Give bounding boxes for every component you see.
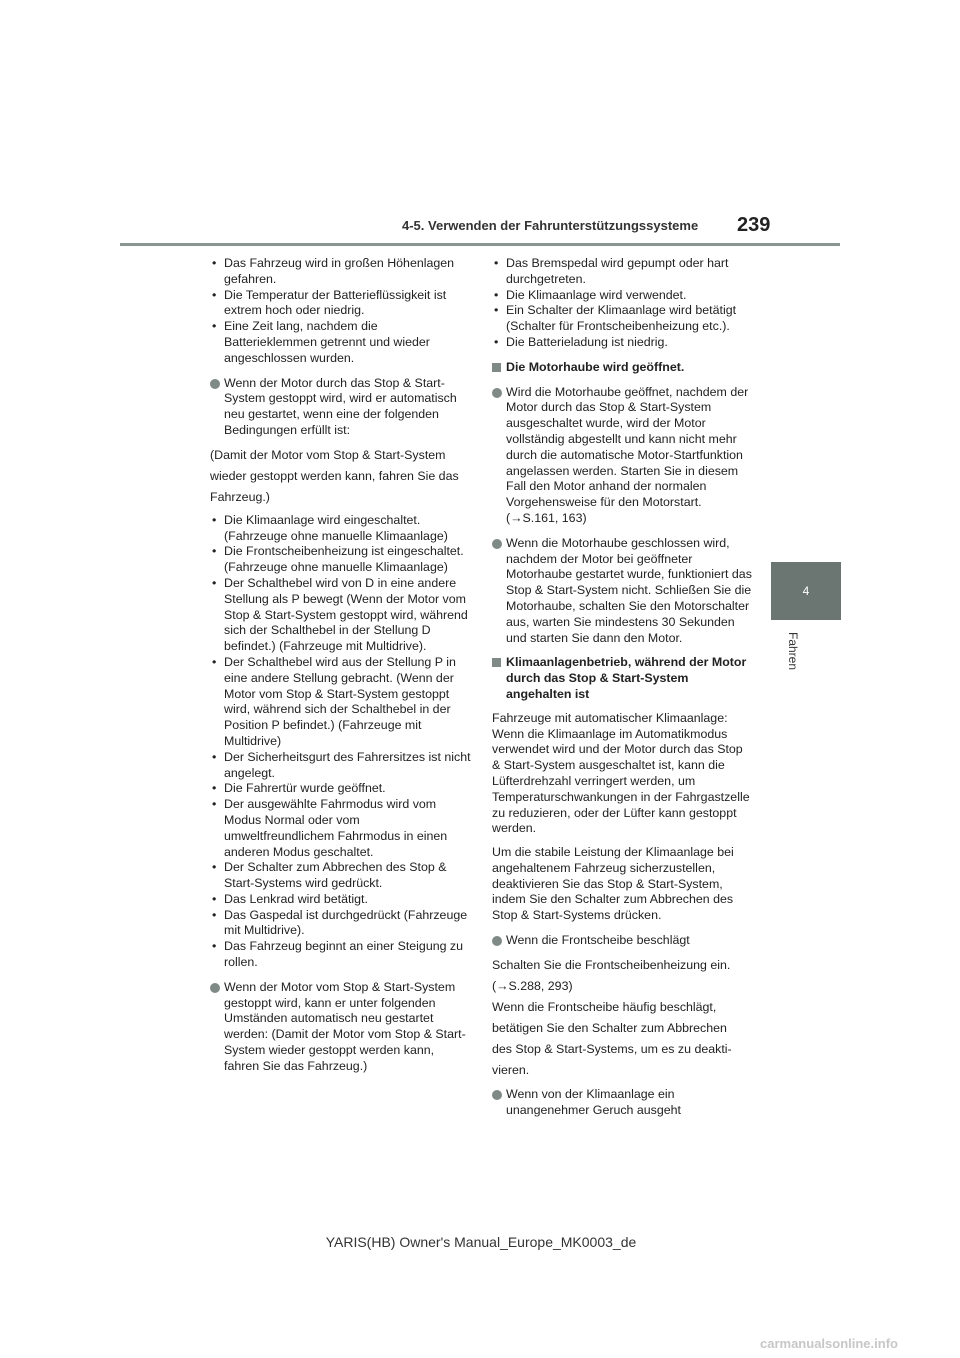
- paragraph-text: Wenn von der Klimaanlage ein unangenehmer Geruch ausgeht: [506, 1086, 681, 1117]
- bullet-list-b: [210, 513, 472, 971]
- list-item: • Die Temperatur der Batterieflüssigkeit ist extrem hoch oder niedrig.: [210, 288, 472, 320]
- circle-bullet-icon: [492, 936, 502, 946]
- heading-text: Klimaanlagenbetrieb, während der Motor durch das Stop & Start-System angehalten ist: [506, 655, 747, 701]
- circle-paragraph: [492, 1087, 754, 1119]
- note-line: wieder gestoppt werden kann, fahren Sie das: [210, 468, 459, 483]
- list-item: • Der Schalthebel wird aus der Stellung P in eine andere Stellung gebracht. (Wenn der Motor vom Stop & Start-System gestoppt wird, während sich der Schalthebel in der Position P befindet.) (Fahrzeuge mit Multidrive): [210, 655, 472, 750]
- square-bullet-icon: [492, 658, 501, 667]
- body-line: vieren.: [492, 1062, 530, 1077]
- list-item: • Das Bremspedal wird gepumpt oder hart durchgetreten.: [492, 256, 754, 288]
- chapter-label: Fahren: [786, 632, 800, 671]
- left-column: [210, 256, 472, 1075]
- section-heading: [492, 360, 754, 376]
- body-line: betätigen Sie den Schalter zum Abbrechen: [492, 1020, 727, 1035]
- body-line: Wenn die Frontscheibe häufig beschlägt,: [492, 999, 717, 1014]
- body-line: (→S.288, 293): [492, 978, 573, 993]
- circle-bullet-icon: [492, 539, 502, 549]
- heading-text: Die Motorhaube wird geöffnet.: [506, 359, 685, 374]
- circle-paragraph: [210, 376, 472, 439]
- list-item: • Die Batterieladung ist niedrig.: [492, 335, 754, 351]
- list-item: • Das Lenkrad wird betätigt.: [210, 892, 472, 908]
- body-line: Schalten Sie die Frontscheibenheizung ein.: [492, 957, 731, 972]
- body-paragraph: Um die stabile Leistung der Klimaanlage bei angehaltenem Fahrzeug sicherzustellen, deaktivieren Sie das Stop & Start-System, indem Sie den Schalter zum Abbrechen des Stop & Start-Systems drücken.: [492, 845, 734, 923]
- list-item: • Die Frontscheibenheizung ist eingeschaltet. (Fahrzeuge ohne manuelle Klimaanlage): [210, 544, 472, 576]
- list-item: • Das Fahrzeug wird in großen Höhenlagen gefahren.: [210, 256, 472, 288]
- list-item: • Die Klimaanlage wird eingeschaltet. (Fahrzeuge ohne manuelle Klimaanlage): [210, 513, 472, 545]
- watermark: carmanualsonline.info: [760, 1336, 898, 1351]
- circle-bullet-icon: [492, 1090, 502, 1100]
- circle-paragraph: [492, 933, 754, 949]
- circle-bullet-icon: [492, 388, 502, 398]
- circle-paragraph: [210, 980, 472, 1075]
- body-paragraph: Fahrzeuge mit automatischer Klimaanlage: Wenn die Klimaanlage im Automatikmodus verwendet wird und der Motor durch das Stop & Start-System ausgeschaltet ist, kann die Lüfterdrehzahl verringert werden, um Temperaturschwankungen in der Fahrgastzelle zu reduzieren, oder der Lüfter kann gestoppt werden.: [492, 710, 750, 836]
- circle-paragraph: [492, 385, 754, 527]
- list-item: • Die Klimaanlage wird verwendet.: [492, 288, 754, 304]
- list-item: • Das Fahrzeug beginnt an einer Steigung zu rollen.: [210, 939, 472, 971]
- paragraph-text: Wird die Motorhaube geöffnet, nachdem der Motor durch das Stop & Start-System ausgeschaltet wurde, wird der Motor vollständig abgestellt und kann nicht mehr durch die automatische Motor-Startfunktion angelassen werden. Starten Sie in diesem Fall den Motor anhand der normalen Vorgehensweise für den Motorstart. (→S.161, 163): [506, 384, 749, 525]
- list-item: • Eine Zeit lang, nachdem die Batterieklemmen getrennt und wieder angeschlossen wurden.: [210, 319, 472, 366]
- paragraph-text: Wenn der Motor vom Stop & Start-System gestoppt wird, kann er unter folgenden Umständen automatisch neu gestartet werden: (Damit der Motor vom Stop & Start-System wieder gestoppt werden kann, fahren Sie das Fahrzeug.): [224, 979, 466, 1073]
- note-line: (Damit der Motor vom Stop & Start-System: [210, 447, 446, 462]
- paragraph-text: Wenn die Frontscheibe beschlägt: [506, 933, 690, 948]
- list-item: • Das Gaspedal ist durchgedrückt (Fahrzeuge mit Multidrive).: [210, 908, 472, 940]
- circle-bullet-icon: [210, 983, 220, 993]
- section-heading: [492, 655, 754, 702]
- section-title: 4-5. Verwenden der Fahrunterstützungssysteme: [402, 218, 699, 233]
- bullet-list-a: [210, 256, 472, 367]
- paragraph-text: Wenn die Motorhaube geschlossen wird, nachdem der Motor bei geöffneter Motorhaube gestartet wurde, funktioniert das Stop & Start-System nicht. Schließen Sie die Motorhaube, schalten Sie den Motorschalter aus, warten Sie mindestens 30 Sekunden und starten Sie dann den Motor.: [506, 535, 752, 645]
- chapter-number: 4: [802, 584, 810, 598]
- circle-bullet-icon: [210, 379, 220, 389]
- list-item: • Die Fahrertür wurde geöffnet.: [210, 781, 472, 797]
- square-bullet-icon: [492, 363, 501, 372]
- header-divider: [120, 243, 840, 246]
- list-item: • Der Schalter zum Abbrechen des Stop & Start-Systems wird gedrückt.: [210, 860, 472, 892]
- chapter-tab[interactable]: [771, 562, 841, 620]
- list-item: • Ein Schalter der Klimaanlage wird betätigt (Schalter für Frontscheibenheizung etc.).: [492, 303, 754, 335]
- circle-paragraph: [492, 536, 754, 647]
- list-item: • Der Schalthebel wird von D in eine andere Stellung als P bewegt (Wenn der Motor vom Stop & Start-System gestoppt wird, während sich der Schalthebel in der Stellung D befindet.) (Fahrzeuge mit Multidrive).: [210, 576, 472, 655]
- paragraph-text: Wenn der Motor durch das Stop & Start-System gestoppt wird, wird er automatisch neu gestartet, wenn eine der folgenden Bedingungen erfüllt ist:: [224, 375, 457, 437]
- list-item: • Der Sicherheitsgurt des Fahrersitzes ist nicht angelegt.: [210, 750, 472, 782]
- note-line: Fahrzeug.): [210, 489, 270, 504]
- right-column: [492, 256, 754, 1118]
- page-number: 239: [737, 214, 771, 236]
- bullet-list-c: [492, 256, 754, 351]
- footer-manual-id: YARIS(HB) Owner's Manual_Europe_MK0003_de: [325, 1234, 637, 1250]
- body-line: des Stop & Start-Systems, um es zu deakti-: [492, 1041, 732, 1056]
- list-item: • Der ausgewählte Fahrmodus wird vom Modus Normal oder vom umweltfreundlichem Fahrmodus in einen anderen Modus geschaltet.: [210, 797, 472, 860]
